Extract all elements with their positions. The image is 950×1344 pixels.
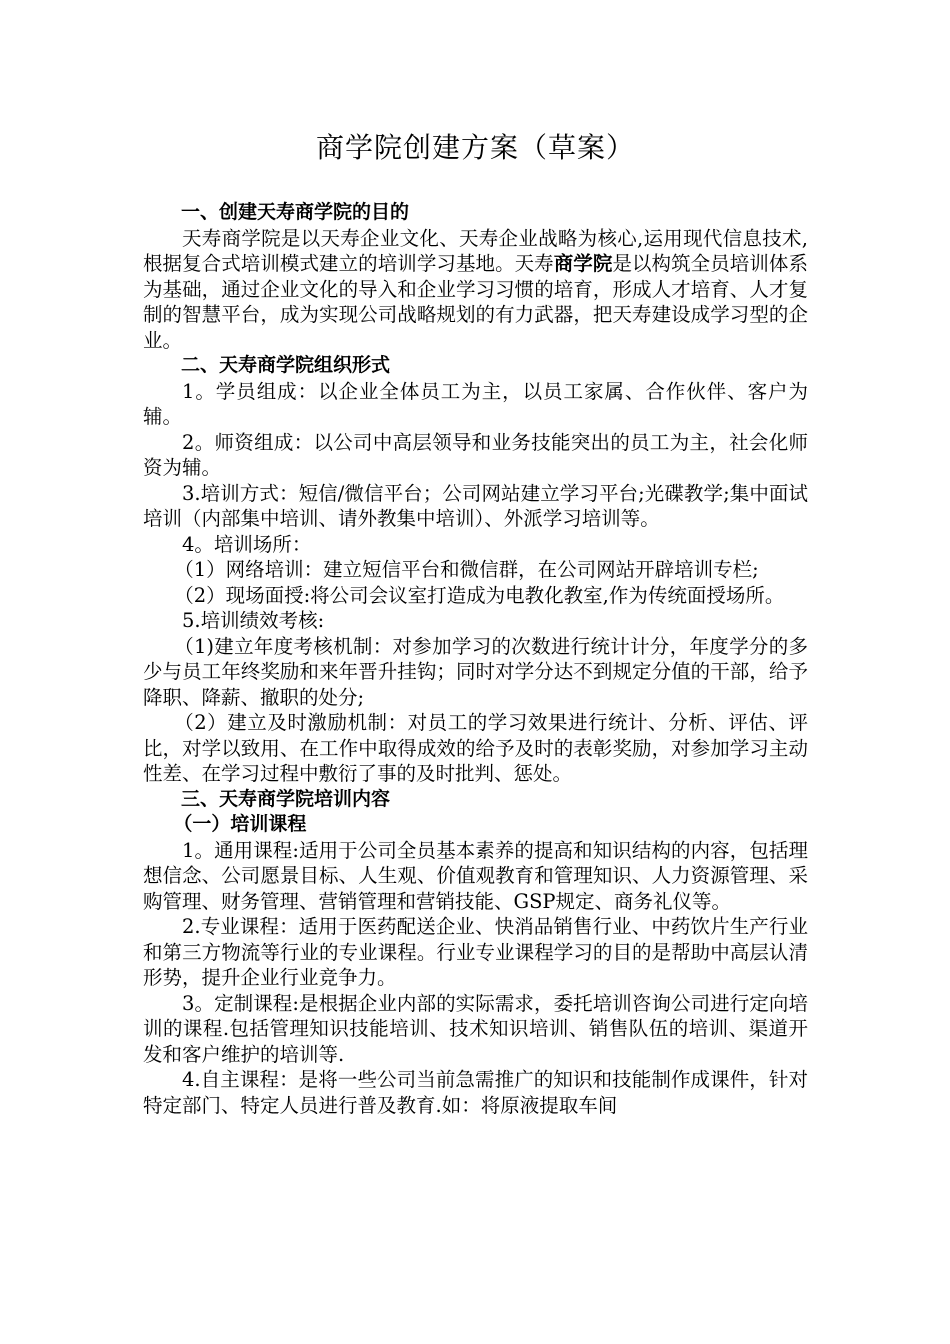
section-3-subheading: （一）培训课程: [173, 813, 307, 835]
section-heading-3: 三、天寿商学院培训内容: [181, 787, 391, 810]
section-1-paragraph: [143, 226, 808, 354]
section-3-item-4: 4.自主课程：是将一些公司当前急需推广的知识和技能制作成课件，针对特定部门、特定人员进行普及教育.如：将原液提取车间: [143, 1068, 808, 1117]
section-1-bold-text: 商学院: [553, 252, 613, 275]
section-3-item-3: 3。定制课程:是根据企业内部的实际需求，委托培训咨询公司进行定向培训的课程.包括管理知识技能培训、技术知识培训、销售队伍的培训、渠道开发和客户维护的培训等.: [143, 991, 808, 1066]
section-heading-2: 二、天寿商学院组织形式: [181, 354, 391, 376]
section-2-item-2: 2。师资组成：以公司中高层领导和业务技能突出的员工为主，社会化师资为辅。: [143, 430, 808, 479]
section-2-item-1: 1。学员组成：以企业全体员工为主，以员工家属、合作伙伴、客户为辅。: [143, 379, 808, 428]
section-1-text-b: 是以构筑全员培训体系为基础，通过企业文化的导入和企业学习习惯的培育，形成人才培育、人才复制的智慧平台，成为实现公司战略规划的有力武器，把天寿建设成学习型的企业。: [143, 252, 808, 352]
section-2-item-4-sub-2: （2）现场面授:将公司会议室打造成为电教化教室,作为传统面授场所。: [174, 583, 785, 607]
section-3-item-1: 1。通用课程:适用于公司全员基本素养的提高和知识结构的内容，包括理想信念、公司愿景目标、人生观、价值观教育和管理知识、人力资源管理、采购管理、财务管理、营销管理和营销技能、GSP规定、商务礼仪等。: [143, 838, 808, 913]
section-2-item-5-sub-1: （1)建立年度考核机制：对参加学习的次数进行统计计分，年度学分的多少与员工年终奖励和来年晋升挂钩；同时对学分达不到规定分值的干部，给予降职、降薪、撤职的处分;: [143, 634, 808, 709]
section-2-item-5: 5.培训绩效考核:: [182, 609, 325, 632]
section-2-item-4: 4。培训场所：: [182, 532, 312, 556]
document-body: [143, 200, 808, 1118]
section-heading-1: 一、创建天寿商学院的目的: [181, 201, 410, 223]
section-3-item-2: 2.专业课程：适用于医药配送企业、快消品销售行业、中药饮片生产行业和第三方物流等行业的专业课程。行业专业课程学习的目的是帮助中高层认清形势，提升企业行业竞争力。: [143, 915, 808, 989]
section-2-item-5-sub-2: （2）建立及时激励机制：对员工的学习效果进行统计、分析、评估、评比，对学以致用、在工作中取得成效的给予及时的表彰奖励，对参加学习主动性差、在学习过程中敷衍了事的及时批判、惩处。: [143, 711, 808, 785]
section-1-text-a: 天寿商学院是以天寿企业文化、天寿企业战略为核心,运用现代信息技术,根据复合式培训模式建立的培训学习基地。天寿: [143, 226, 808, 275]
section-2-item-4-sub-1: （1）网络培训：建立短信平台和微信群，在公司网站开辟培训专栏;: [174, 558, 759, 581]
document-title: 商学院创建方案（草案）: [315, 131, 635, 164]
section-2-item-3: 3.培训方式：短信/微信平台；公司网站建立学习平台;光碟教学;集中面试培训（内部集中培训、请外教集中培训）、外派学习培训等。: [143, 481, 808, 530]
